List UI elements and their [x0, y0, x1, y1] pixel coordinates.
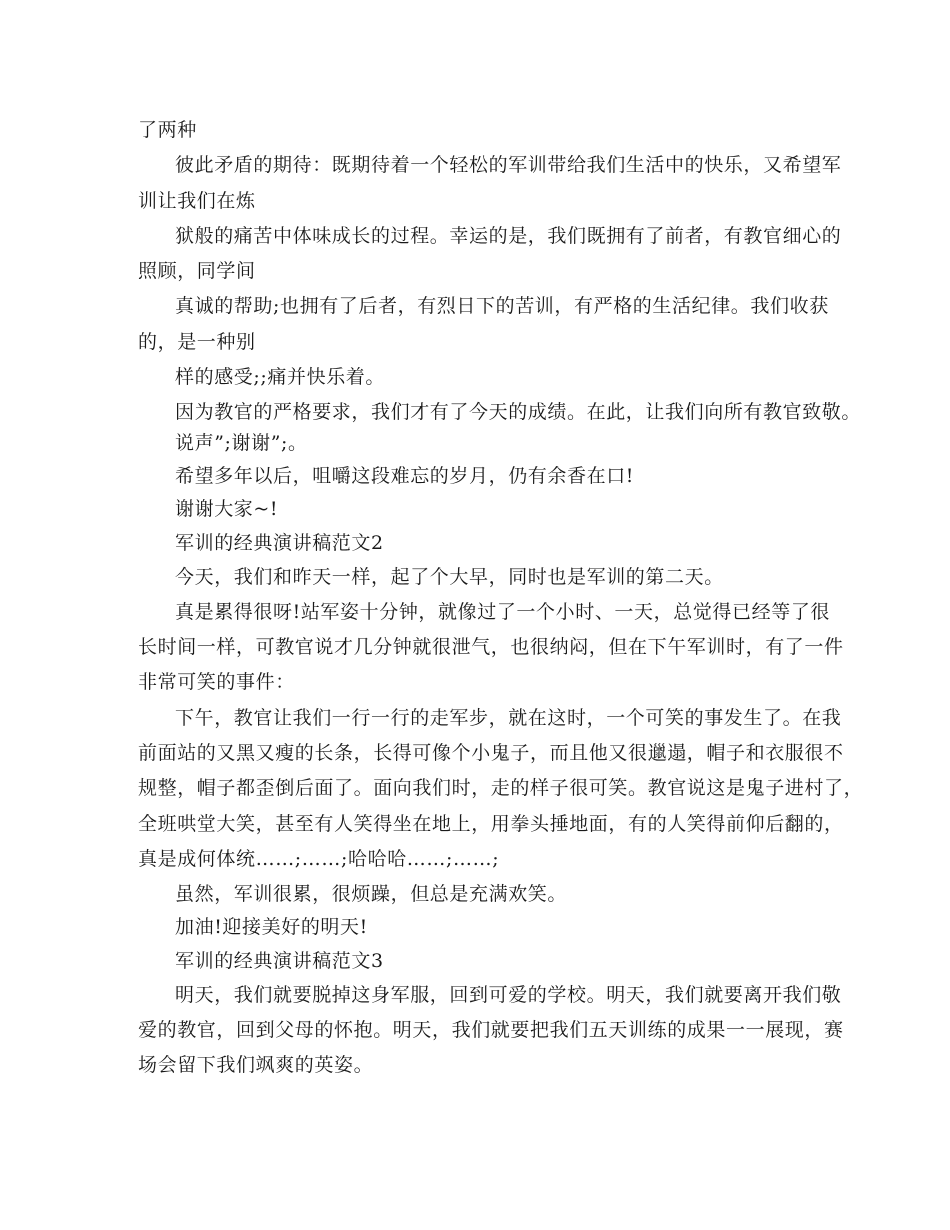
text-line: 真是累得很呀!站军姿十分钟，就像过了一个小时、一天，总觉得已经等了很	[175, 601, 831, 623]
text-line: 真诚的帮助;也拥有了后者，有烈日下的苦训，有严格的生活纪律。我们收获	[175, 295, 829, 317]
text-line: 训让我们在炼	[138, 190, 256, 212]
text-line: 爱的教官，回到父母的怀抱。明天，我们就要把我们五天训练的成果一一展现，赛	[138, 1019, 844, 1041]
text-line: 规整，帽子都歪倒后面了。面向我们时，走的样子很可笑。教官说这是鬼子进村了，	[138, 777, 864, 799]
text-line: 前面站的又黑又瘦的长条，长得可像个小鬼子，而且他又很邋遢，帽子和衣服很不	[138, 742, 844, 764]
text-line: 说声”;谢谢”;。	[175, 432, 308, 454]
text-line: 照顾，同学间	[138, 260, 256, 282]
section-heading: 军训的经典演讲稿范文3	[175, 950, 384, 972]
text-line: 今天，我们和昨天一样，起了个大早，同时也是军训的第二天。	[175, 566, 724, 588]
text-line: 明天，我们就要脱掉这身军服，回到可爱的学校。明天，我们就要离开我们敬	[175, 984, 842, 1006]
text-line: 样的感受;;痛并快乐着。	[175, 366, 386, 388]
text-line: 狱般的痛苦中体味成长的过程。幸运的是，我们既拥有了前者，有教官细心的	[175, 225, 842, 247]
text-line: 全班哄堂大笑，甚至有人笑得坐在地上，用拳头捶地面，有的人笑得前仰后翻的，	[138, 813, 844, 835]
text-line: 彼此矛盾的期待：既期待着一个轻松的军训带给我们生活中的快乐，又希望军	[175, 154, 842, 176]
text-line: 的，是一种别	[138, 331, 256, 353]
text-line: 场会留下我们飒爽的英姿。	[138, 1054, 374, 1076]
text-line: 虽然，军训很累，很烦躁，但总是充满欢笑。	[175, 883, 568, 905]
text-line: 真是成何体统……;……;哈哈哈……;……;	[138, 848, 500, 870]
text-line: 长时间一样，可教官说才几分钟就很泄气，也很纳闷，但在下午军训时，有了一件	[138, 636, 844, 658]
section-heading: 军训的经典演讲稿范文2	[175, 532, 384, 554]
text-line: 希望多年以后，咀嚼这段难忘的岁月，仍有余香在口!	[175, 465, 635, 487]
text-line: 加油!迎接美好的明天!	[175, 916, 368, 938]
text-line: 因为教官的严格要求，我们才有了今天的成绩。在此，让我们向所有教官致敬。	[175, 401, 862, 423]
text-line: 了两种	[138, 119, 197, 141]
text-line: 谢谢大家~!	[175, 498, 279, 520]
text-line: 非常可笑的事件：	[138, 671, 295, 693]
text-line: 下午，教官让我们一行一行的走军步，就在这时，一个可笑的事发生了。在我	[175, 707, 842, 729]
